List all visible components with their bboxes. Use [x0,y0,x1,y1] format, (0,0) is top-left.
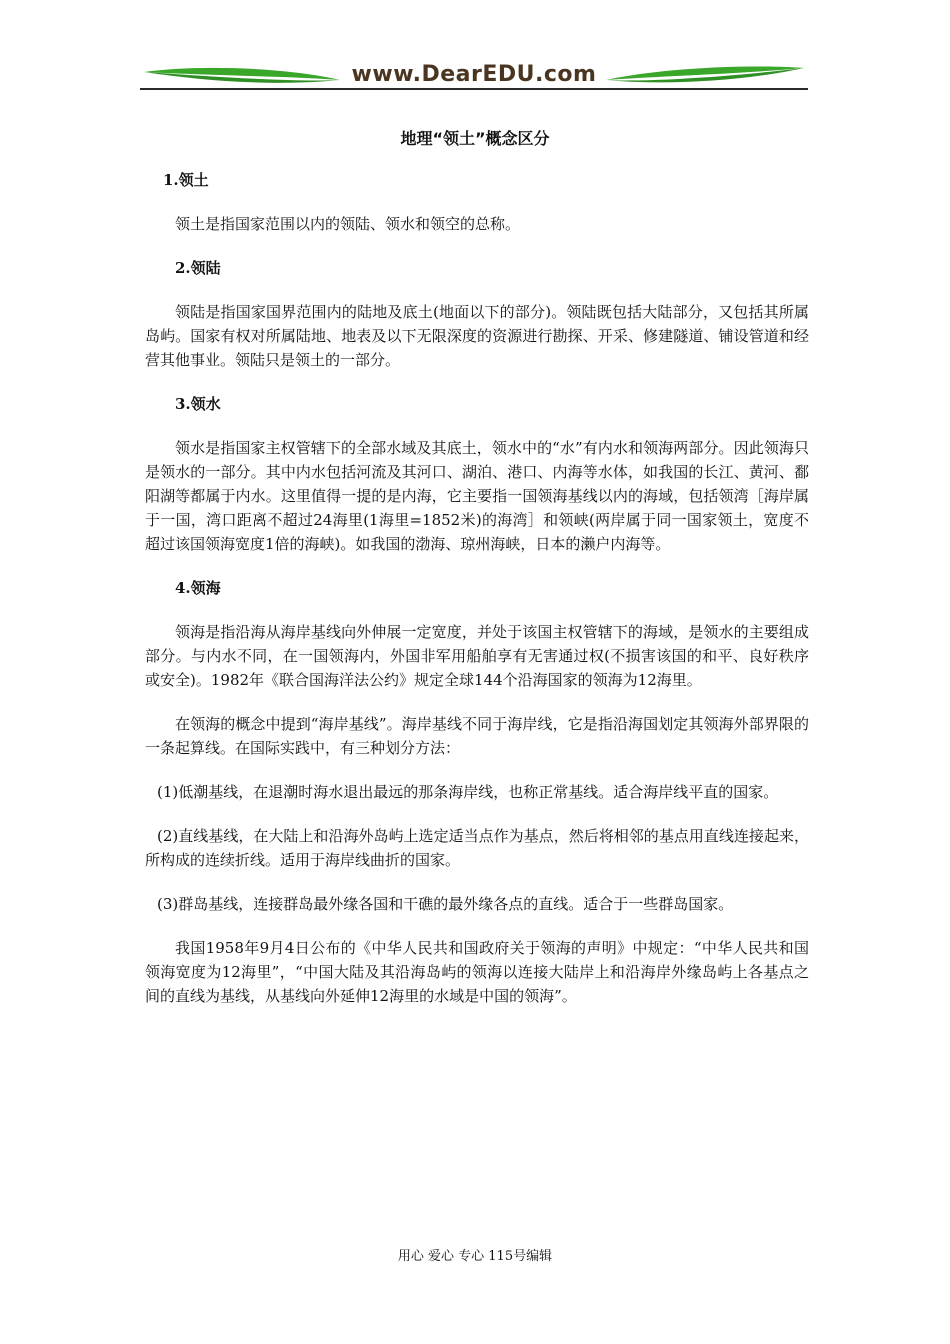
section-paragraph: 领水是指国家主权管辖下的全部水域及其底土，领水中的“水”有内水和领海两部分。因此领海只是领水的一部分。其中内水包括河流及其河口、湖泊、港口、内海等水体，如我国的长江、黄河、鄱阳湖等都属于内水。这里值得一提的是内海，它主要指一国领海基线以内的海域，包括领湾［海岸属于一国，湾口距离不超过24海里(1海里=1852米)的海湾］和领峡(两岸属于同一国家领土，宽度不超过该国领海宽度1倍的海峡)。如我国的渤海、琼州海峡，日本的濑户内海等。 [145,439,809,553]
section-paragraph: 领陆是指国家国界范围内的陆地及底土(地面以下的部分)。领陆既包括大陆部分，又包括其所属岛屿。国家有权对所属陆地、地表及以下无限深度的资源进行勘探、开采、修建隧道、铺设管道和经营其他事业。领陆只是领土的一部分。 [145,303,809,369]
section-heading: 4.领海 [175,579,221,597]
section-heading: 2.领陆 [175,259,221,277]
section-paragraph: 领海是指沿海从海岸基线向外伸展一定宽度，并处于该国主权管辖下的海域，是领水的主要组成部分。与内水不同，在一国领海内，外国非军用船舶享有无害通过权(不损害该国的和平、良好秩序或安全)。1982年《联合国海洋法公约》规定全球144个沿海国家的领海为12海里。 [145,623,809,689]
site-logo[interactable]: www.DearEDU.com [351,62,597,87]
page-footer: 用心 爱心 专心 115号编辑 [397,1249,553,1264]
header-divider [140,88,808,90]
section-heading: 1.领土 [163,171,209,189]
section-paragraph: 领土是指国家范围以内的领陆、领水和领空的总称。 [175,215,521,233]
document-body [145,168,809,1008]
method-item: (3)群岛基线，连接群岛最外缘各国和干礁的最外缘各点的直线。适合于一些群岛国家。 [157,895,734,913]
section-paragraph: 在领海的概念中提到“海岸基线”。海岸基线不同于海岸线，它是指沿海国划定其领海外部界限的一条起算线。在国际实践中，有三种划分方法： [145,715,809,757]
closing-paragraph: 我国1958年9月4日公布的《中华人民共和国政府关于领海的声明》中规定：“中华人民共和国领海宽度为12海里”，“中国大陆及其沿海岛屿的领海以连接大陆岸上和沿海岸外缘岛屿上各基点之间的直线为基线，从基线向外延伸12海里的水域是中国的领海”。 [145,939,809,1005]
method-item: (1)低潮基线，在退潮时海水退出最远的那条海岸线，也称正常基线。适合海岸线平直的国家。 [157,783,779,801]
page-title: 地理“领土”概念区分 [400,129,550,148]
section-heading: 3.领水 [175,395,221,413]
method-item: (2)直线基线，在大陆上和沿海外岛屿上选定适当点作为基点，然后将相邻的基点用直线连接起来，所构成的连续折线。适用于海岸线曲折的国家。 [145,827,809,869]
